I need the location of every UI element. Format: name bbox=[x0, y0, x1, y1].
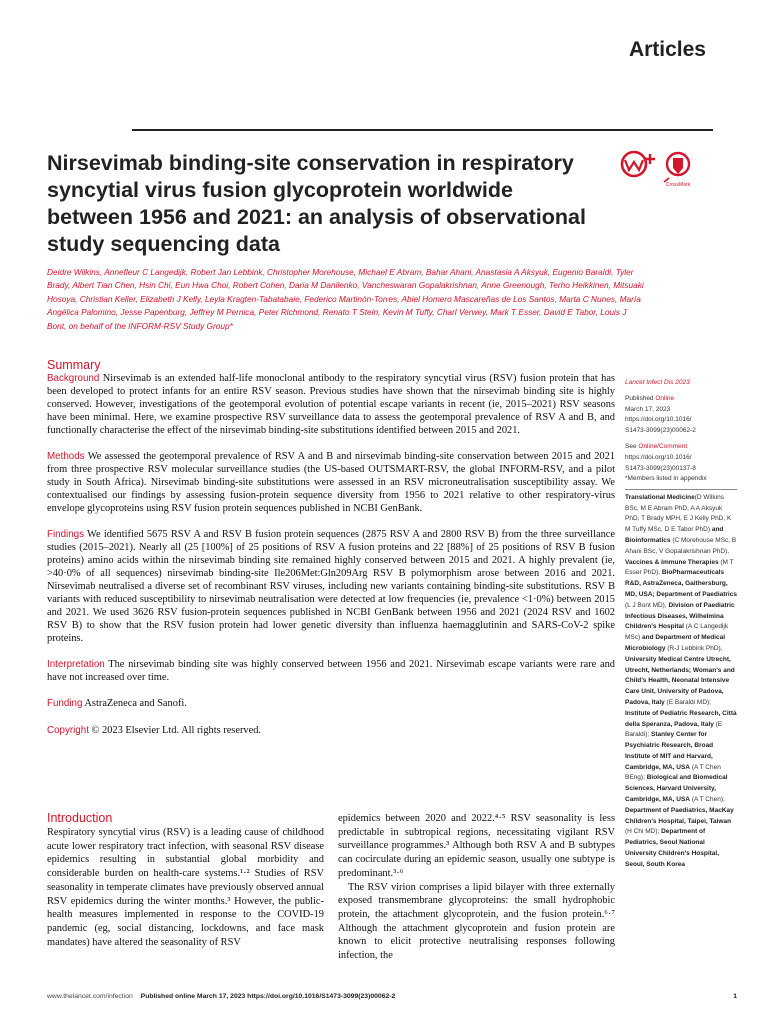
intro-col2-para-2: The RSV virion comprises a lipid bilayer with three externally exposed transmembrane glycoproteins: the small hydrophobic protein, the attachment glycoprotein, and the fusion protein.⁶·⁷ Although the attachment glycoprotein and fusion protein are known to elicit protective neutralising responses following infection, the bbox=[338, 881, 615, 962]
page-number: 1 bbox=[733, 993, 737, 1000]
affiliation-institution: Department of Pediatrics, Seoul National University Children's Hospital, Seoul, South Korea bbox=[625, 828, 720, 868]
affiliation-authors: (A T Chen BEng); bbox=[625, 763, 721, 782]
affiliations bbox=[625, 493, 737, 871]
doi-link-2b[interactable]: S1473-3099(23)00137-8 bbox=[625, 464, 696, 472]
methods-label: Methods bbox=[47, 451, 85, 463]
author-list: Deidre Wilkins, Annefleur C Langedijk, Robert Jan Lebbink, Christopher Morehouse, Michael E Abram, Bahar Ahani, Anastasia A Aksyuk, Eugenio Baraldi, Tyler Brady, Albert Tian Chen, Hsin Chi, Eun Hwa Choi, Robert Cohen, Daria M Danilenko, Vancheswaran Gopalakrishnan, Anne Greenough, Terho Heikkinen, Mitsuaki Hosoya, Christian Keller, Elizabeth J Kelly, Leyla Kragten-Tabatabaie, Federico Martinón-Torres, Abiel Homero Mascareñas de Los Santos, Marta C Nunes, María Angélica Palomino, Jesse Papenburg, Jeffrey M Pernica, Peter Richmond, Renato T Stein, Kevin M Tuffy, Charl Verwey, Mark T Esser, David E Tabor, Louis J Bont, on behalf of the INFORM-RSV Study Group* bbox=[47, 267, 644, 331]
affiliation-institution: Department of Paediatrics, MacKay Children's Hospital, Taipei, Taiwan bbox=[625, 806, 734, 825]
affiliation-authors: (A C Langedijk MSc) bbox=[625, 623, 729, 642]
doi-link-1a[interactable]: https://doi.org/10.1016/ bbox=[625, 416, 692, 424]
intro-column-2 bbox=[338, 812, 615, 963]
affiliation-institution: Translational Medicine bbox=[625, 493, 695, 501]
affiliation-institution: University Medical Centre Utrecht, Utrecht, Netherlands; Woman's and Child's Health, Neonatal Intensive Care Unit, University of Padova, Padova, Italy bbox=[625, 655, 735, 706]
affiliation-institution: Institute of Pediatric Research, Città della Speranza, Padova, Italy bbox=[625, 709, 737, 728]
lancet-open-access-icon[interactable] bbox=[622, 152, 646, 176]
affiliation-institution: Biological and Biomedical Sciences, Harvard University, Cambridge, MA, USA bbox=[625, 774, 728, 804]
published-date: March 17, 2023 bbox=[625, 405, 671, 413]
affiliation-institution: and Department of Medical Microbiology bbox=[625, 634, 726, 652]
members-note: *Members listed in appendix bbox=[625, 475, 707, 483]
doi-link-2a[interactable]: https://doi.org/10.1016/ bbox=[625, 453, 692, 461]
intro-column-1: Respiratory syncytial virus (RSV) is a leading cause of childhood acute lower respiratory tract infection, with seasonal RSV disease epidemics resulting in substantial global morbidity and considerable burden on health-care systems.¹·² Studies of RSV seasonality in temperate climates have previously observed annual RSV epidemics during the winter months.³ However, the public-health measures implemented in response to the COVID-19 pandemic (eg, social distancing, lockdowns, and face mask mandates) have altered the seasonality of RSV bbox=[47, 827, 324, 948]
doi-link-1b[interactable]: S1473-3099(23)00062-2 bbox=[625, 427, 696, 435]
header-rule bbox=[132, 129, 713, 131]
published-line bbox=[625, 394, 737, 405]
copyright-text: © 2023 Elsevier Ltd. All rights reserved. bbox=[88, 724, 262, 736]
affiliation-institution: and Bioinformatics bbox=[625, 526, 724, 544]
crossmark-label: CrossMark bbox=[665, 182, 691, 188]
affiliation-authors: (H Chi MD); bbox=[625, 828, 662, 836]
intro-col2-para-1: epidemics between 2020 and 2022.⁴·⁵ RSV seasonality is less predictable in subtropical regions, necessitating vigilant RSV surveillance programmes.³ Although both RSV A and B subtypes can cocirculate during an epidemic season, usually one subtype is predominant.³·⁶ bbox=[338, 813, 615, 879]
affiliation-institution: Vaccines & Immune Therapies bbox=[625, 558, 719, 566]
abstract bbox=[47, 373, 615, 751]
abstract-findings bbox=[47, 529, 615, 645]
section-label: Articles bbox=[628, 38, 706, 61]
sidebar bbox=[625, 378, 737, 871]
affiliation-institution: Division of Paediatric Infectious Diseases, Wilhelmina Children's Hospital bbox=[625, 601, 735, 631]
footer-url[interactable]: www.thelancet.com/infection bbox=[47, 993, 133, 1000]
findings-text: We identified 5675 RSV A and RSV B fusion protein sequences (2875 RSV A and 2800 RSV B) from the three surveillance studies (2015–2021). Nearly all (25 [100%] of 25 positions of RSV A fusion proteins and 22 [88%] of 25 positions of RSV B fusion proteins) amino acids within the nirsevimab binding site remained highly conserved between 2015 and 2021. A highly prevalent (ie, >40·0% of all sequences) nirsevimab binding-site Ile206Met:Gln209Arg RSV B polymorphism arose between 2016 and 2021. Nirsevimab neutralised a diverse set of recombinant RSV viruses, including new variants containing binding-site substitutions. RSV B variants with reduced susceptibility to nirsevimab neutralisation were detected at low frequencies (ie, prevalence <1·0%) between 2015 and 2021. We used 3626 RSV fusion-protein sequences published in NCBI GenBank between 1956 and 2021 (2024 RSV and 1602 RSV B) to show that the RSV fusion protein had lower genetic diversity than influenza haemagglutinin and SARS-CoV-2 spike proteins. bbox=[47, 529, 615, 644]
methods-text: We assessed the geotemporal prevalence of RSV A and B and nirsevimab binding-site conservation between 2015 and 2021 from three prospective RSV molecular surveillance studies (the US-based OUTSMART-RSV, the global INFORM-RSV, and a pilot study in South Africa). Nirsevimab binding-site substitutions were assessed in an RSV microneutralisation susceptibility assay. We contextualised our findings by assessing fusion-protein sequence diversity from 1956 to 2021 relative to other respiratory-virus envelope glycoproteins using RSV fusion protein sequences published in NCBI GenBank. bbox=[47, 451, 615, 514]
introduction-heading: Introduction bbox=[47, 811, 113, 825]
abstract-funding bbox=[47, 698, 615, 711]
affiliation-authors: (A T Chen); bbox=[690, 796, 725, 804]
affiliation-authors: (R-J Lebbink PhD), bbox=[665, 644, 723, 652]
see-comment-link[interactable]: Online/Comment bbox=[638, 442, 688, 450]
affiliation-authors: (E Baraldi); bbox=[625, 720, 723, 739]
journal-citation: Lancet Infect Dis 2023 bbox=[625, 379, 690, 386]
published-online-link[interactable]: Online bbox=[655, 394, 675, 402]
see-line bbox=[625, 442, 737, 453]
affiliation-authors: (E Baraldi MD); bbox=[664, 698, 711, 706]
funding-label: Funding bbox=[47, 698, 83, 710]
background-text: Nirsevimab is an extended half-life monoclonal antibody to the respiratory syncytial virus (RSV) fusion protein that has been developed to protect infants for an entire RSV season. Previous studies have shown that the nirsevimab binding site is highly conserved. However, investigations of the geotemporal evolution of potential escape variants in recent (ie, 2015–2021) RSV seasons have been minimal. Here, we examine prospective RSV surveillance data to assess the geotemporal prevalence of RSV A and B, and functionally characterise the effect of the nirsevimab binding-site substitutions identified between 2015 and 2021. bbox=[47, 373, 615, 436]
affiliation-authors: (D Wilkins BSc, M E Abram PhD, A A Aksyuk PhD, T Brady MPH, E J Kelly PhD, K M Tuffy MSc, D E Tabor PhD) bbox=[625, 493, 732, 534]
affiliation-authors: (C Morehouse MSc, B Ahani BSc, V Gopalakrishnan PhD), bbox=[625, 536, 737, 555]
findings-label: Findings bbox=[47, 529, 85, 541]
affiliation-authors: (L J Bont MD), bbox=[625, 601, 669, 609]
abstract-methods bbox=[47, 451, 615, 516]
interpretation-label: Interpretation bbox=[47, 659, 105, 670]
funding-text: AstraZeneca and Sanofi. bbox=[82, 698, 187, 710]
footer-pubinfo: Published online March 17, 2023 https://doi.org/10.1016/S1473-3099(23)00062-2 bbox=[140, 993, 396, 1000]
affiliation-authors: (M T Esser PhD), bbox=[625, 558, 734, 577]
sidebar-divider bbox=[625, 489, 737, 490]
abstract-interpretation bbox=[47, 659, 615, 685]
title-logos bbox=[620, 150, 700, 195]
affiliation-institution: BioPharmaceuticals R&D, AstraZeneca, Gaithersburg, MD, USA; Department of Paediatrics bbox=[625, 569, 737, 598]
published-label: Published bbox=[625, 394, 654, 402]
article-title: Nirsevimab binding-site conservation in respiratory syncytial virus fusion glycoprotein worldwide between 1956 and 2021: an analysis of observational study sequencing data bbox=[47, 151, 586, 256]
abstract-background bbox=[47, 373, 615, 438]
page-footer bbox=[47, 993, 737, 1000]
summary-heading: Summary bbox=[47, 358, 101, 372]
crossmark-icon[interactable] bbox=[664, 153, 689, 182]
copyright-label: Copyright bbox=[47, 724, 89, 736]
background-label: Background bbox=[47, 373, 100, 384]
interpretation-text: The nirsevimab binding site was highly conserved between 1956 and 2021. Nirsevimab escape variants were rare and have not increased over time. bbox=[47, 659, 615, 683]
see-label: See bbox=[625, 442, 637, 450]
abstract-copyright bbox=[47, 725, 615, 738]
affiliation-institution: Stanley Center for Psychiatric Research, Broad Institute of MIT and Harvard, Cambridge, MA, USA bbox=[625, 731, 714, 771]
